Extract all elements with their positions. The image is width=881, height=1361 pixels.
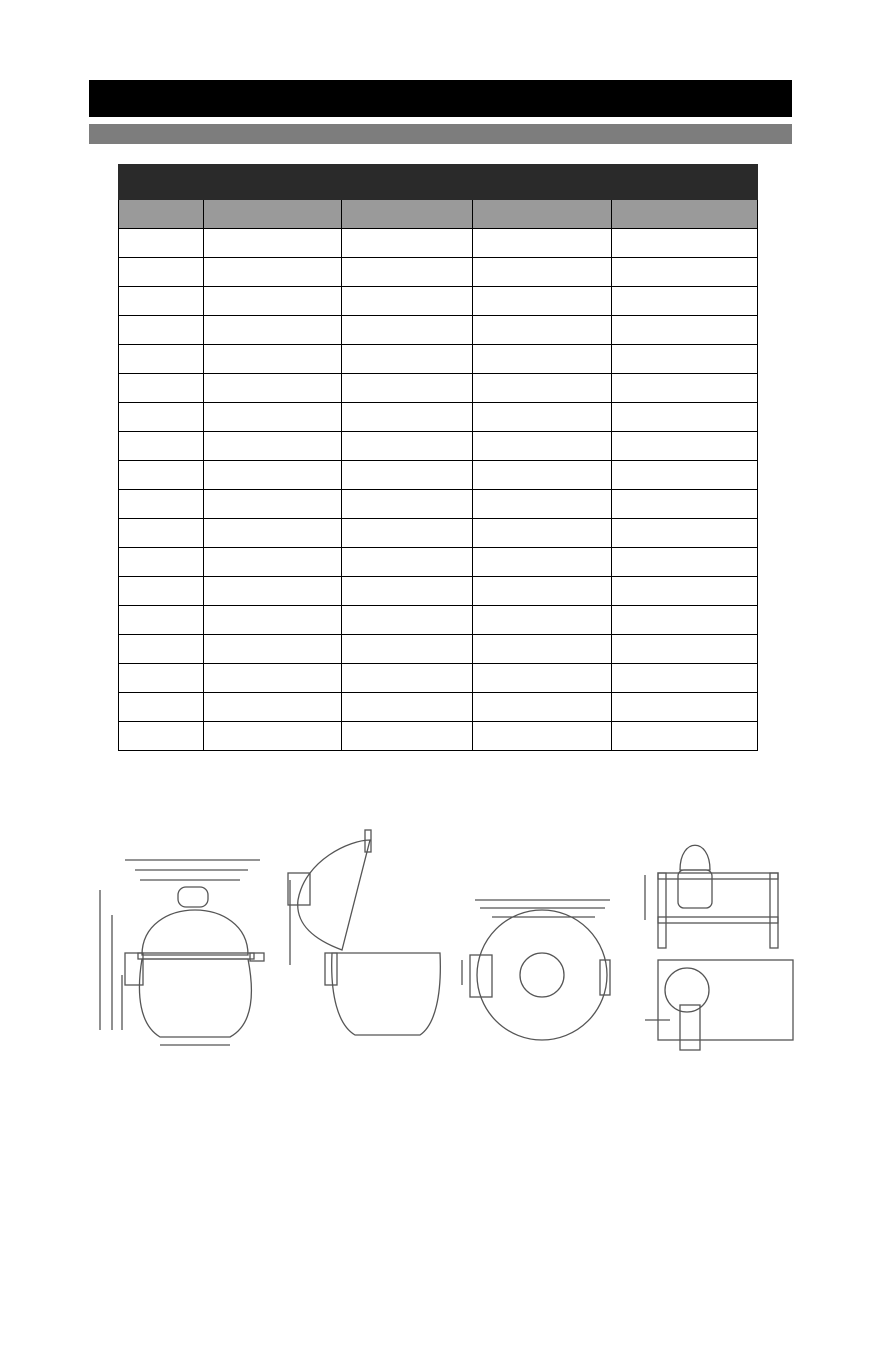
table-cell [612, 461, 758, 490]
side-latch [250, 953, 264, 961]
table-title-row [119, 165, 758, 200]
table-cell [612, 432, 758, 461]
table-cell [204, 664, 342, 693]
front-handle [470, 955, 492, 997]
table-cell [342, 374, 473, 403]
top-plan-diagram [462, 900, 610, 1040]
table-cell [612, 519, 758, 548]
grill-lid-outline [142, 910, 248, 955]
table-leg-left [658, 873, 666, 948]
table-cell [204, 316, 342, 345]
table-cell [473, 374, 612, 403]
table-cell [204, 693, 342, 722]
table-cell [473, 577, 612, 606]
grill-body-circle [477, 910, 607, 1040]
table-cell [473, 229, 612, 258]
header-bar [89, 80, 792, 117]
table-cell [119, 635, 204, 664]
mounted-grill-lid [680, 845, 710, 870]
table-row [119, 664, 758, 693]
table-cell [204, 606, 342, 635]
table-row [119, 693, 758, 722]
table-cell [473, 635, 612, 664]
column-header [473, 200, 612, 229]
open-lid-outline [298, 840, 370, 950]
table-cell [612, 287, 758, 316]
specification-table [118, 164, 758, 751]
table-cell [342, 722, 473, 751]
table-row [119, 403, 758, 432]
table-cell [612, 345, 758, 374]
grill-dimension-diagrams [80, 825, 800, 1075]
table-cell [204, 635, 342, 664]
table-cell [612, 490, 758, 519]
table-row [119, 548, 758, 577]
table-cell [473, 722, 612, 751]
table-cell [119, 693, 204, 722]
table-mount-diagram [645, 845, 793, 1050]
table-cell [473, 606, 612, 635]
table-top-rail [658, 873, 778, 879]
table-cell [612, 229, 758, 258]
table-cell [342, 258, 473, 287]
table-cell [119, 432, 204, 461]
table-cell [473, 258, 612, 287]
table-cell [119, 229, 204, 258]
table-cell [204, 229, 342, 258]
table-cell [204, 519, 342, 548]
subheader-bar [89, 124, 792, 144]
table-cell [342, 577, 473, 606]
table-cell [119, 461, 204, 490]
table-row [119, 519, 758, 548]
table-cell [342, 635, 473, 664]
table-cell [342, 403, 473, 432]
table-cell [342, 345, 473, 374]
table-cell [119, 519, 204, 548]
table-row [119, 432, 758, 461]
table-row [119, 635, 758, 664]
table-cell [612, 258, 758, 287]
table-cell [342, 693, 473, 722]
lid-vent [178, 887, 208, 907]
table-cell [119, 316, 204, 345]
table-cell [204, 577, 342, 606]
front-elevation-diagram [100, 860, 264, 1045]
table-cell [204, 345, 342, 374]
table-header-row [119, 200, 758, 229]
table-row [119, 229, 758, 258]
table-row [119, 258, 758, 287]
table-top-plan [658, 960, 793, 1040]
table-cell [119, 258, 204, 287]
column-header [119, 200, 204, 229]
table-cell [473, 461, 612, 490]
mounted-grill-body [678, 870, 712, 908]
table-cell [342, 606, 473, 635]
table-row [119, 577, 758, 606]
table-leg-right [770, 873, 778, 948]
table-cell [119, 490, 204, 519]
table-cell [342, 490, 473, 519]
table-cell [473, 490, 612, 519]
table-cell [473, 664, 612, 693]
table-cell [342, 519, 473, 548]
table-cell [473, 403, 612, 432]
table-cell [612, 664, 758, 693]
column-header [204, 200, 342, 229]
table-cell [204, 374, 342, 403]
table-cell [119, 606, 204, 635]
table-cell [342, 229, 473, 258]
table-cell [119, 374, 204, 403]
table-row [119, 316, 758, 345]
table-cell [342, 461, 473, 490]
base-outline [332, 953, 441, 1035]
table-cell [204, 258, 342, 287]
table-row [119, 461, 758, 490]
table-cell [119, 403, 204, 432]
table-cell [612, 693, 758, 722]
table-cell [204, 490, 342, 519]
column-header [612, 200, 758, 229]
table-cell [204, 403, 342, 432]
table-row [119, 287, 758, 316]
table-lower-rail [658, 917, 778, 923]
table-row [119, 374, 758, 403]
table-cell [612, 316, 758, 345]
table-cell [473, 316, 612, 345]
table-title [119, 165, 758, 200]
table-cell [612, 606, 758, 635]
hinge-band [138, 953, 254, 959]
table-row [119, 606, 758, 635]
table-cell [342, 432, 473, 461]
grill-base-outline [139, 959, 251, 1037]
table-cell [612, 722, 758, 751]
table-cell [119, 548, 204, 577]
table-cell [204, 722, 342, 751]
table-cell [204, 461, 342, 490]
table-cell [204, 287, 342, 316]
table-cell [473, 693, 612, 722]
table-cell [342, 316, 473, 345]
table-cell [342, 664, 473, 693]
table-cell [119, 664, 204, 693]
table-row [119, 490, 758, 519]
table-cell [473, 432, 612, 461]
table-cell [612, 403, 758, 432]
table-cell [342, 287, 473, 316]
table-cell [612, 548, 758, 577]
table-row [119, 345, 758, 374]
table-cell [473, 345, 612, 374]
table-cell [473, 519, 612, 548]
table-cell [342, 548, 473, 577]
table-cell [119, 722, 204, 751]
table-cell [204, 548, 342, 577]
table-cell [119, 287, 204, 316]
table-cell [204, 432, 342, 461]
table-cell [612, 635, 758, 664]
column-header [342, 200, 473, 229]
side-elevation-diagram [288, 830, 440, 1035]
table-cell [473, 287, 612, 316]
table-cell [612, 577, 758, 606]
front-handle [325, 953, 337, 985]
table-row [119, 722, 758, 751]
table-cell [473, 548, 612, 577]
firebox-circle [520, 953, 564, 997]
table-cell [612, 374, 758, 403]
table-cell [119, 577, 204, 606]
table-cell [119, 345, 204, 374]
